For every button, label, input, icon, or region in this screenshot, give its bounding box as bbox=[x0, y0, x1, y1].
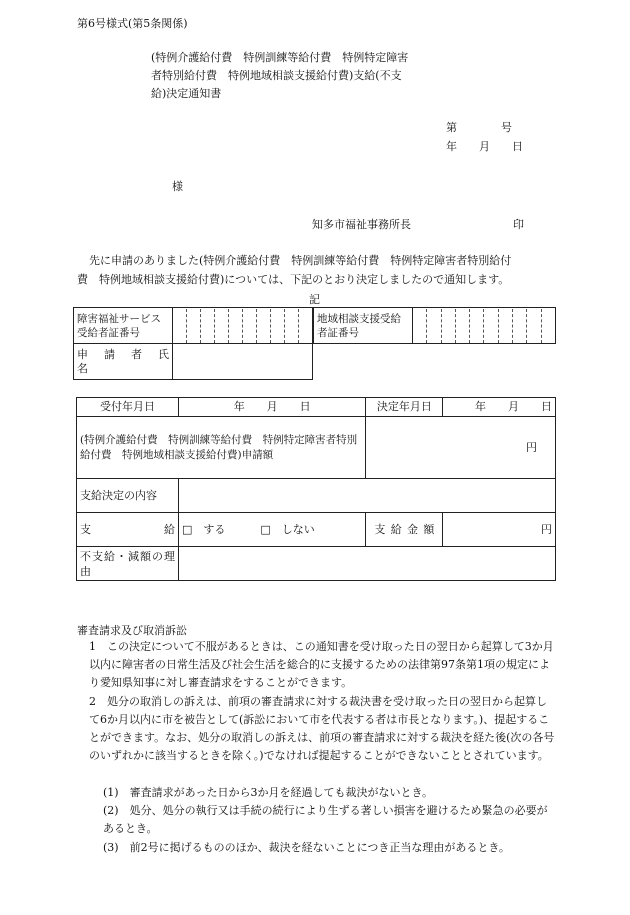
appeal-item-1: 1 この決定について不服があるときは、この通知書を受け取った日の翌日から起算して3か月以内に障害者の日常生活及び社会生活を総合的に支援するための法律第97条第1項の規定により愛知県知事に対し審査請求をすることができます。 bbox=[89, 640, 554, 689]
cert-number-label: 障害福祉サービス受給者証番号 bbox=[74, 308, 173, 344]
pay-amount-field[interactable]: 円 bbox=[443, 513, 556, 547]
title-line-2: 者特別給付費 特例地域相談支援給付費)支給(不支 bbox=[151, 69, 402, 82]
intro-line-2: 費 特例地域相談支援給付費)については、下記のとおり決定しましたので通知します。 bbox=[77, 273, 510, 286]
option-dont-checkbox[interactable]: □ しない bbox=[260, 522, 315, 536]
ki-heading: 記 bbox=[309, 293, 320, 306]
amount-label: (特例介護給付費 特例訓練等給付費 特例特定障害者特別給付費 特例地域相談支援給付費)申請額 bbox=[77, 417, 366, 479]
document-date: 年 月 日 bbox=[446, 140, 523, 153]
chiiki-number-label: 地域相談支援受給者証番号 bbox=[314, 308, 413, 344]
reason-label: 不支給・減額の理由 bbox=[77, 547, 179, 581]
appeal-sub-1: (1) 審査請求があった日から3か月を経過しても裁決がないとき。 bbox=[103, 786, 434, 799]
applicant-name-label: 申 請 者 氏 名 bbox=[74, 344, 173, 380]
pay-amount-label: 支給金額 bbox=[366, 513, 443, 547]
content-field[interactable] bbox=[179, 479, 556, 513]
title-line-1: (特例介護給付費 特例訓練等給付費 特例特定障害 bbox=[151, 51, 409, 64]
payment-label: 支 給 bbox=[77, 513, 179, 547]
cert-number-field[interactable] bbox=[173, 308, 313, 344]
decision-date-label: 決定年月日 bbox=[366, 398, 443, 417]
title-line-3: 給)決定通知書 bbox=[151, 87, 222, 100]
receipt-date-label: 受付年月日 bbox=[77, 398, 179, 417]
applicant-name-field[interactable] bbox=[173, 344, 313, 380]
addressee-suffix: 様 bbox=[172, 180, 183, 193]
chiiki-number-field[interactable] bbox=[413, 308, 556, 344]
appeal-sub-3: (3) 前2号に掲げるもののほか、裁決を経ないことにつき正当な理由があるとき。 bbox=[103, 841, 510, 854]
document-number: 第 号 bbox=[446, 121, 512, 134]
appeal-item-2: 2 処分の取消しの訴えは、前項の審査請求に対する裁決書を受け取った日の翌日から起算して6か月以内に市を被告として(訴訟において市を代表する者は市長となります。)、提起することができます。なお、処分の取消しの訴えは、前項の審査請求に対する裁決を経た後(次の各号のいずれかに該当するときを除く。)でなければ提起することができないこととされています。 bbox=[89, 695, 555, 762]
reason-field[interactable] bbox=[179, 547, 556, 581]
appeal-sub-2: (2) 処分、処分の執行又は手続の続行により生ずる著しい損害を避けるため緊急の必要があるとき。 bbox=[103, 804, 548, 835]
issuer-name: 知多市福祉事務所長 bbox=[312, 218, 411, 231]
chiiki-table bbox=[313, 307, 556, 344]
intro-line-1: 先に申請のありました(特例介護給付費 特例訓練等給付費 特例特定障害者特別給付 bbox=[89, 254, 512, 267]
payment-options[interactable] bbox=[179, 513, 366, 547]
content-label: 支給決定の内容 bbox=[77, 479, 179, 513]
option-do-checkbox[interactable]: □ する bbox=[182, 522, 226, 536]
amount-field[interactable]: 円 bbox=[366, 417, 556, 479]
decision-table bbox=[76, 397, 556, 581]
appeal-heading: 審査請求及び取消訴訟 bbox=[77, 624, 187, 637]
form-number: 第6号様式(第5条関係) bbox=[77, 17, 188, 30]
seal-mark: 印 bbox=[513, 218, 524, 231]
receipt-date-field[interactable]: 年 月 日 bbox=[179, 398, 366, 417]
decision-date-field[interactable]: 年 月 日 bbox=[443, 398, 556, 417]
recipient-table bbox=[73, 307, 313, 380]
